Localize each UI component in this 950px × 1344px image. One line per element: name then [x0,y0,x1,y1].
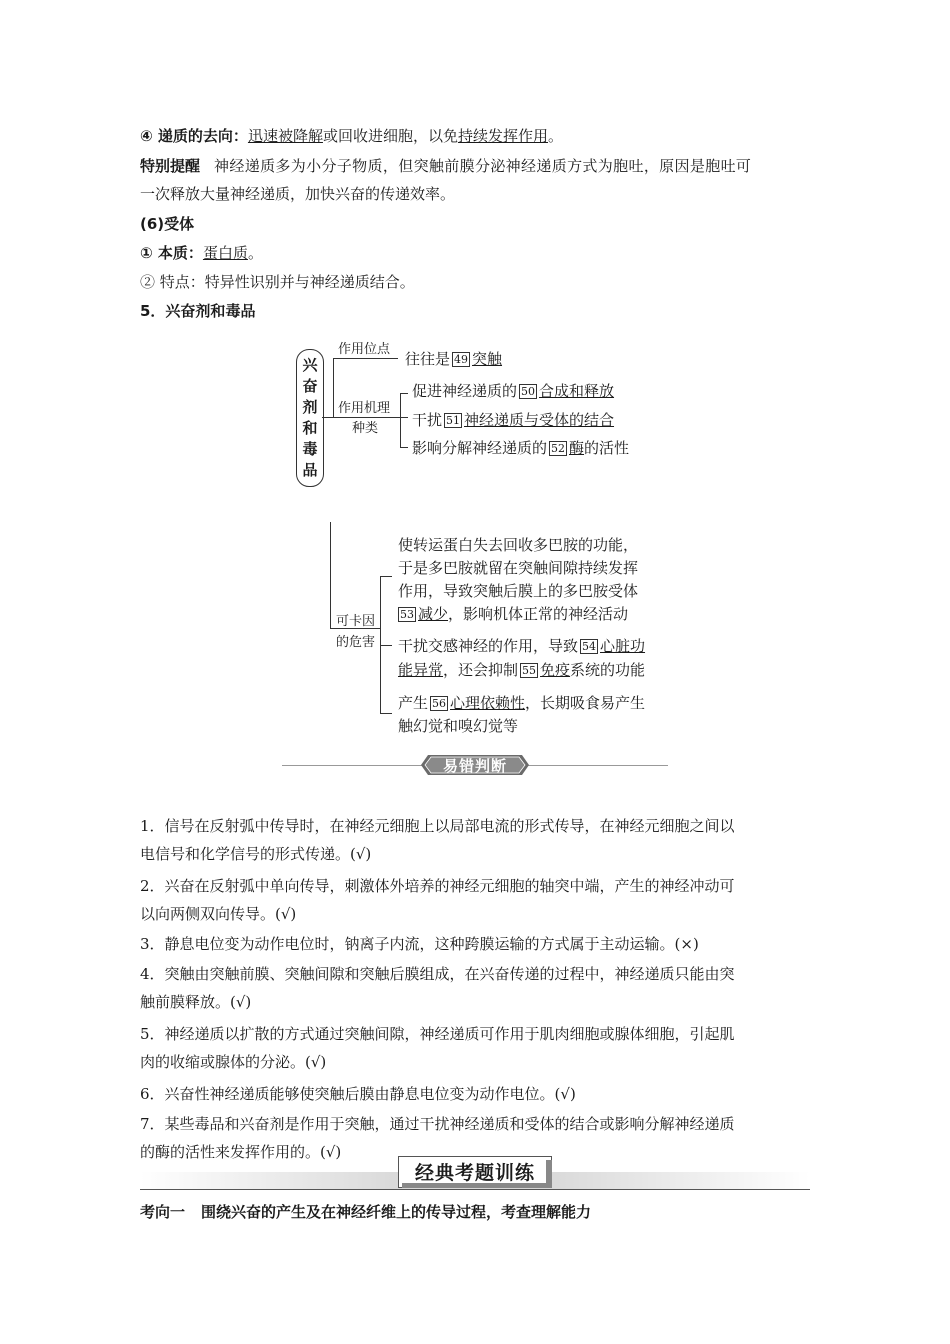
diagram-title-box: 兴 奋 剂 和 毒 品 [296,349,324,487]
mechanism-3: 影响分解神经递质的 52 酶的活性 [412,439,630,457]
receptor-heading: (6)受体 [140,215,195,233]
receptor-feature: ② 特点：特异性识别并与神经递质结合。 [140,273,415,291]
site-label: 作用位点 [338,342,391,357]
connector [400,393,408,394]
receptor-nature: ① 本质：蛋白质。 [140,244,263,262]
connector [400,393,401,447]
connector [333,358,334,418]
mechanism-2: 干扰 51 神经递质与受体的结合 [412,411,615,429]
error-check-title: 易错判断 [442,756,507,775]
judge-line: 6．兴奋性神经递质能够使突触后膜由静息电位变为动作电位。(√) [140,1085,576,1103]
answer-continue: 持续发挥作用 [457,127,548,145]
answer-degraded: 迅速被降解 [247,127,323,145]
tip-label: 特别提醒 [140,157,201,175]
connector [380,576,392,577]
harm-2-line-1: 干扰交感神经的作用，导致 54 心脏功 [398,637,646,655]
connector [330,522,331,629]
transmitter-fate-line: ④ 递质的去向：迅速被降解或回收进细胞，以免持续发挥作用。 [140,127,563,145]
site-row: 往往是 49 突触 [405,350,503,368]
cocaine-label-2: 的危害 [336,635,376,650]
direction-label: 考向一 [140,1203,186,1221]
harm-2-line-2: 能异常，还会抑制 55 免疫系统的功能 [398,661,646,679]
mechanism-1: 促进神经递质的 50 合成和释放 [412,382,615,400]
harm-3-line-1: 产生 56 心理依赖性，长期吸食易产生 [398,694,646,712]
connector [380,645,392,646]
cocaine-label: 可卡因 [336,614,376,629]
judge-line: 的酶的活性来发挥作用的。(√) [140,1143,342,1161]
mechanism-label: 作用机理 [338,401,391,416]
harm-1-line-2: 于是多巴胺就留在突触间隙持续发挥 [398,559,639,577]
judge-line: 肉的收缩或腺体的分泌。(√) [140,1053,327,1071]
judge-line: 4．突触由突触前膜、突触间隙和突触后膜组成，在兴奋传递的过程中，神经递质只能由突 [140,965,735,983]
connector [400,447,408,448]
harm-1-line-1: 使转运蛋白失去回收多巴胺的功能， [398,536,639,554]
harm-3-line-2: 触幻觉和嗅幻觉等 [398,717,519,735]
tip-line-1: 特别提醒 神经递质多为小分子物质，但突触前膜分泌神经递质方式为胞吐，原因是胞吐可 [140,157,752,175]
answer-protein: 蛋白质 [202,244,248,262]
direction-line [140,1202,591,1222]
harm-1-line-4: 53 减少，影响机体正常的神经活动 [400,605,629,623]
judge-line: 3．静息电位变为动作电位时，钠离子内流，这种跨膜运输的方式属于主动运输。(×) [140,935,699,953]
section-rule [140,1189,810,1190]
judge-line: 7．某些毒品和兴奋剂是作用于突触，通过干扰神经递质和受体的结合或影响分解神经递质 [140,1115,735,1133]
harm-1-line-3: 作用，导致突触后膜上的多巴胺受体 [398,582,639,600]
judge-line: 2．兴奋在反射弧中单向传导，刺激体外培养的神经元细胞的轴突中端，产生的神经冲动可 [140,877,735,895]
direction-text: 围绕兴奋的产生及在神经纤维上的传导过程，考查理解能力 [201,1203,592,1221]
judge-line: 电信号和化学信号的形式传递。(√) [140,845,372,863]
section-5-heading: 5．兴奋剂和毒品 [140,302,256,320]
judge-line: 以向两侧双向传导。(√) [140,905,297,923]
connector [380,713,392,714]
mechanism-label-2: 种类 [352,421,379,436]
error-check-banner [420,754,530,776]
classic-training-banner [398,1156,552,1188]
judge-line: 触前膜释放。(√) [140,993,252,1011]
judge-line: 5．神经递质以扩散的方式通过突触间隙，神经递质可作用于肌肉细胞或腺体细胞，引起肌 [140,1025,735,1043]
judge-line: 1．信号在反射弧中传导时，在神经元细胞上以局部电流的形式传导，在神经元细胞之间以 [140,817,735,835]
connector [395,417,408,418]
tip-line-2: 一次释放大量神经递质，加快兴奋的传递效率。 [140,185,456,203]
classic-training-title: 经典考题训练 [414,1161,535,1184]
